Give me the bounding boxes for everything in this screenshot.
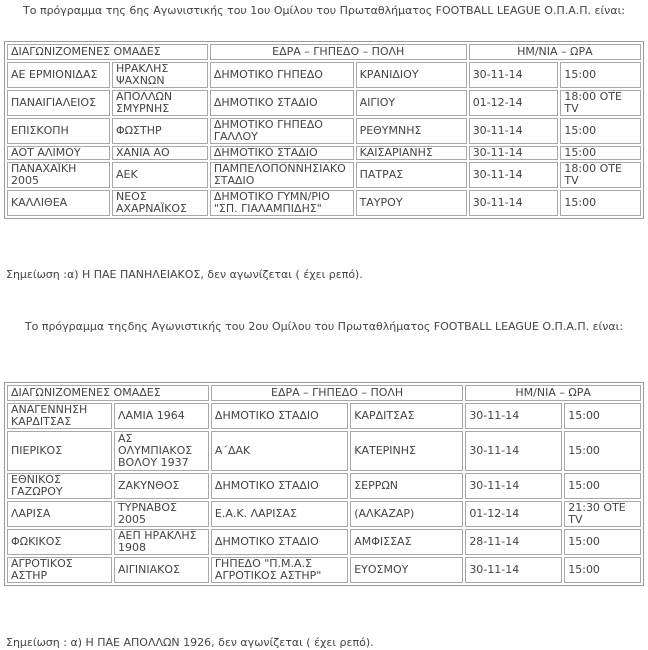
away-team: ΑΕΚ [112, 162, 208, 188]
header-teams: ΔΙΑΓΩΝΙΖΟΜΕΝΕΣ ΟΜΑΔΕΣ [7, 44, 208, 60]
stadium: ΓΗΠΕΔΟ "Π.Μ.Α.Σ ΑΓΡΟΤΙΚΟΣ ΑΣΤΗΡ" [211, 557, 348, 583]
table-row [7, 403, 641, 429]
header-teams: ΔΙΑΓΩΝΙΖΟΜΕΝΕΣ ΟΜΑΔΕΣ [7, 385, 209, 401]
stadium: ΔΗΜΟΤΙΚΟ ΣΤΑΔΙΟ [211, 473, 348, 499]
home-team: ΦΩΚΙΚΟΣ [7, 529, 112, 555]
stadium: ΔΗΜΟΤΙΚΟ ΣΤΑΔΙΟ [210, 90, 354, 116]
stadium: ΔΗΜΟΤΙΚΟ ΓΥΜΝ/ΡΙΟ "ΣΠ. ΓΙΑΛΑΜΠΙΔΗΣ" [210, 190, 354, 216]
stadium: Ε.Α.Κ. ΛΑΡΙΣΑΣ [211, 501, 348, 527]
home-team: ΕΠΙΣΚΟΠΗ [7, 118, 110, 144]
match-time: 15:00 [564, 403, 641, 429]
match-time: 15:00 [564, 431, 641, 471]
table-row [7, 557, 641, 583]
away-team: ΦΩΣΤΗΡ [112, 118, 208, 144]
away-team: ΑΣ ΟΛΥΜΠΙΑΚΟΣ ΒΟΛΟΥ 1937 [114, 431, 209, 471]
header-datetime: ΗΜ/ΝΙΑ – ΩΡΑ [465, 385, 641, 401]
home-team: ΠΑΝΑΙΓΙΑΛΕΙΟΣ [7, 90, 110, 116]
match-date: 28-11-14 [465, 529, 562, 555]
match-date: 30-11-14 [465, 403, 562, 429]
match-time: 15:00 [564, 529, 641, 555]
table-row [7, 501, 641, 527]
group2-note: Σημείωση : α) Η ΠΑΕ ΑΠΟΛΛΩΝ 1926, δεν αγωνίζεται ( έχει ρεπό). [6, 636, 374, 649]
city: ΚΑΙΣΑΡΙΑΝΗΣ [356, 146, 467, 160]
match-time: 18:00 ΟΤΕ TV [560, 162, 641, 188]
group1-schedule-table [4, 41, 644, 219]
match-time: 15:00 [560, 146, 641, 160]
match-date: 01-12-14 [465, 501, 562, 527]
away-team: ΑΠΟΛΛΩΝ ΣΜΥΡΝΗΣ [112, 90, 208, 116]
header-venue: ΕΔΡΑ – ΓΗΠΕΔΟ – ΠΟΛΗ [210, 44, 467, 60]
match-date: 30-11-14 [469, 62, 559, 88]
city: ΡΕΘΥΜΝΗΣ [356, 118, 467, 144]
city: ΕΥΟΣΜΟΥ [350, 557, 463, 583]
table-header-row [7, 385, 641, 401]
stadium: ΔΗΜΟΤΙΚΟ ΣΤΑΔΙΟ [211, 403, 348, 429]
home-team: ΑΝΑΓΕΝΝΗΣΗ ΚΑΡΔΙΤΣΑΣ [7, 403, 112, 429]
city: ΑΜΦΙΣΣΑΣ [350, 529, 463, 555]
city: ΠΑΤΡΑΣ [356, 162, 467, 188]
home-team: ΠΙΕΡΙΚΟΣ [7, 431, 112, 471]
group1-note: Σημείωση :α) Η ΠΑΕ ΠΑΝΗΛΕΙΑΚΟΣ, δεν αγωνίζεται ( έχει ρεπό). [6, 268, 363, 281]
table-row [7, 118, 641, 144]
group2-intro: Το πρόγραμμα τηςδης Αγωνιστικής του 2ου Ομίλου του Πρωταθλήματος FOOTBALL LEAGUE Ο.Π.Α.Π. είναι: [24, 320, 624, 333]
match-time: 15:00 [564, 557, 641, 583]
group2-schedule-table [4, 382, 644, 586]
home-team: ΠΑΝΑΧΑΪΚΗ 2005 [7, 162, 110, 188]
match-date: 30-11-14 [465, 557, 562, 583]
group1-intro: Το πρόγραμμα της 6ης Αγωνιστικής του 1ου Ομίλου του Πρωταθλήματος FOOTBALL LEAGUE Ο.Π.Α.Π. είναι: [23, 4, 625, 17]
stadium: ΠΑΜΠΕΛΟΠΟΝΝΗΣΙΑΚΟ ΣΤΑΔΙΟ [210, 162, 354, 188]
match-date: 30-11-14 [469, 190, 559, 216]
away-team: ΝΕΟΣ ΑΧΑΡΝΑΪΚΟΣ [112, 190, 208, 216]
home-team: ΕΘΝΙΚΟΣ ΓΑΖΩΡΟΥ [7, 473, 112, 499]
table-row [7, 90, 641, 116]
away-team: ΤΥΡΝΑΒΟΣ 2005 [114, 501, 209, 527]
away-team: ΛΑΜΙΑ 1964 [114, 403, 209, 429]
away-team: ΑΙΓΙΝΙΑΚΟΣ [114, 557, 209, 583]
header-venue: ΕΔΡΑ – ΓΗΠΕΔΟ – ΠΟΛΗ [211, 385, 463, 401]
table-row [7, 146, 641, 160]
table-row [7, 190, 641, 216]
match-time: 15:00 [560, 190, 641, 216]
match-date: 30-11-14 [469, 162, 559, 188]
home-team: ΑΕ ΕΡΜΙΟΝΙΔΑΣ [7, 62, 110, 88]
away-team: ΗΡΑΚΛΗΣ ΨΑΧΝΩΝ [112, 62, 208, 88]
match-date: 30-11-14 [469, 118, 559, 144]
city: (ΑΛΚΑΖΑΡ) [350, 501, 463, 527]
city: ΤΑΥΡΟΥ [356, 190, 467, 216]
city: ΚΡΑΝΙΔΙΟΥ [356, 62, 467, 88]
home-team: ΛΑΡΙΣΑ [7, 501, 112, 527]
stadium: ΔΗΜΟΤΙΚΟ ΣΤΑΔΙΟ [210, 146, 354, 160]
match-time: 15:00 [560, 62, 641, 88]
stadium: ΔΗΜΟΤΙΚΟ ΣΤΑΔΙΟ [211, 529, 348, 555]
city: ΑΙΓΙΟΥ [356, 90, 467, 116]
city: ΚΑΤΕΡΙΝΗΣ [350, 431, 463, 471]
away-team: ΧΑΝΙΑ ΑΟ [112, 146, 208, 160]
header-datetime: ΗΜ/ΝΙΑ – ΩΡΑ [469, 44, 641, 60]
home-team: ΑΟΤ ΑΛΙΜΟΥ [7, 146, 110, 160]
match-date: 30-11-14 [465, 473, 562, 499]
table-row [7, 529, 641, 555]
table-header-row [7, 44, 641, 60]
stadium: ΔΗΜΟΤΙΚΟ ΓΗΠΕΔΟ ΓΑΛΛΟΥ [210, 118, 354, 144]
match-time: 18:00 ΟΤΕ TV [560, 90, 641, 116]
match-date: 01-12-14 [469, 90, 559, 116]
home-team: ΚΑΛΛΙΘΕΑ [7, 190, 110, 216]
match-date: 30-11-14 [469, 146, 559, 160]
match-date: 30-11-14 [465, 431, 562, 471]
away-team: ΖΑΚΥΝΘΟΣ [114, 473, 209, 499]
table-row [7, 473, 641, 499]
match-time: 21:30 ΟΤΕ TV [564, 501, 641, 527]
stadium: ΔΗΜΟΤΙΚΟ ΓΗΠΕΔΟ [210, 62, 354, 88]
match-time: 15:00 [560, 118, 641, 144]
away-team: ΑΕΠ ΗΡΑΚΛΗΣ 1908 [114, 529, 209, 555]
home-team: ΑΓΡΟΤΙΚΟΣ ΑΣΤΗΡ [7, 557, 112, 583]
city: ΚΑΡΔΙΤΣΑΣ [350, 403, 463, 429]
city: ΣΕΡΡΩΝ [350, 473, 463, 499]
stadium: Α΄ΔΑΚ [211, 431, 348, 471]
table-row [7, 162, 641, 188]
table-row [7, 431, 641, 471]
table-row [7, 62, 641, 88]
match-time: 15:00 [564, 473, 641, 499]
